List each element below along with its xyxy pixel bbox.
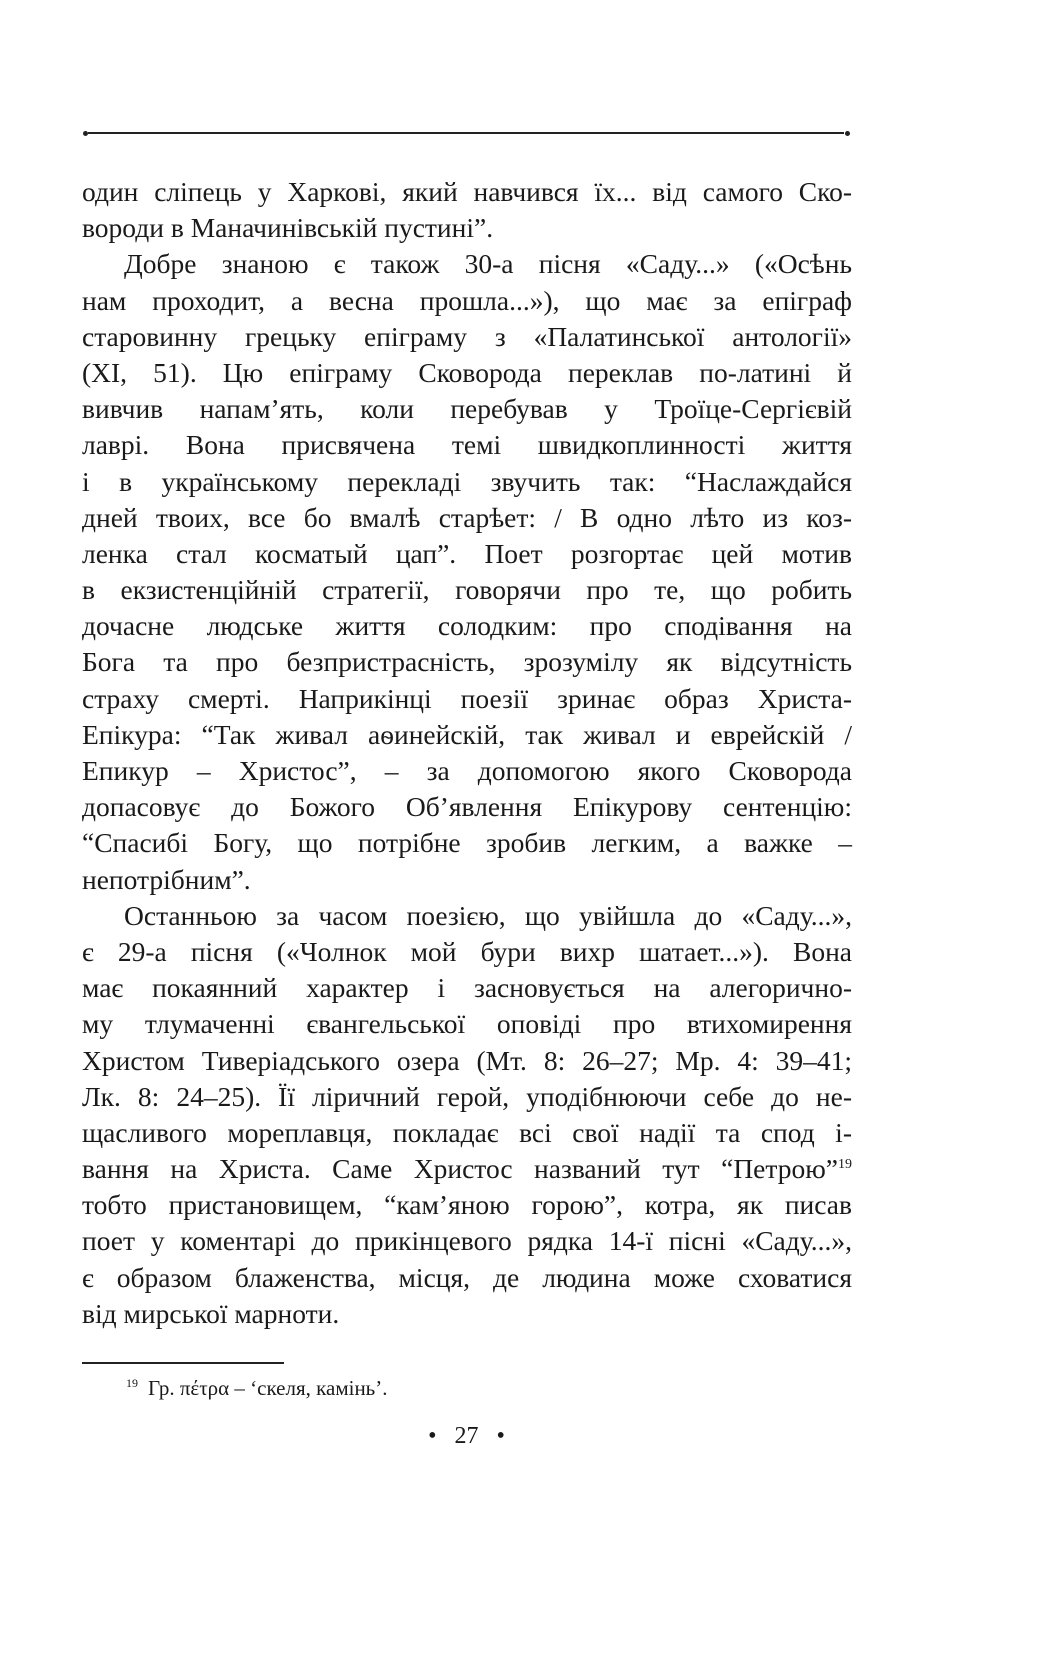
text-line <box>82 608 852 644</box>
text-line-content: старовинну грецьку епіграму з «Палатинської антології» <box>82 320 852 352</box>
text-line-content: Христом Тиверіадського озера (Мт. 8: 26–27; Мр. 4: 39–41; <box>82 1044 852 1076</box>
footnote-number: 19 <box>126 1376 138 1390</box>
page-bullet-right: • <box>496 1423 505 1449</box>
text-line <box>82 355 852 391</box>
text-line-content: поет у коментарі до прикінцевого рядка 14-ї пісні «Саду...», <box>82 1225 852 1257</box>
text-line <box>82 1296 852 1332</box>
text-line <box>82 1006 852 1042</box>
text-line <box>82 1043 852 1079</box>
text-line <box>82 174 852 210</box>
text-line <box>82 246 852 282</box>
text-line <box>82 572 852 608</box>
text-line-content: лаврі. Вона присвячена темі швидкоплинності життя <box>82 429 852 461</box>
header-rule-dot-right <box>845 131 850 136</box>
body-text <box>82 174 852 1332</box>
page-number <box>0 1423 933 1450</box>
text-line-content: вання на Христа. Саме Христос названий тут “Петрою” <box>82 1153 838 1185</box>
text-line <box>82 1115 852 1151</box>
text-line-content: тобто пристановищем, “кам’яною горою”, котра, як писав <box>82 1189 852 1221</box>
text-line-content: нам проходит, а весна прошла...»), що має за епіграф <box>82 284 852 316</box>
text-line-content: (XI, 51). Цю епіграму Сковорода переклав по-латині й <box>82 356 852 388</box>
text-line <box>82 970 852 1006</box>
text-line <box>82 536 852 572</box>
text-line <box>82 319 852 355</box>
text-line-content: Бога та про безпристрасність, зрозумілу як відсутність <box>82 646 852 678</box>
footnote-ref: 19 <box>838 1156 852 1172</box>
text-line-content: дней твоих, все бо вмалѣ старѣет: / В одно лѣто из коз- <box>82 501 852 533</box>
text-line-content: Останньою за часом поезією, що увійшла до «Саду...», <box>124 899 852 931</box>
text-line <box>82 210 852 246</box>
text-line <box>82 681 852 717</box>
text-line-content: Епикур – Христос”, – за допомогою якого Сковорода <box>82 755 852 786</box>
text-line <box>82 717 852 753</box>
text-line <box>82 1151 852 1187</box>
text-line-content: і в українському перекладі звучить так: “Наслаждайся <box>82 465 852 497</box>
text-line-content: ленка стал косматый цап”. Поет розгортає цей мотив <box>82 537 852 569</box>
text-line-content: в екзистенційній стратегії, говорячи про те, що робить <box>82 574 852 606</box>
text-line <box>82 1223 852 1259</box>
footnote-rule <box>82 1362 284 1364</box>
text-line <box>82 898 852 934</box>
page-number-value: 27 <box>454 1423 479 1449</box>
text-line-content: страху смерті. Наприкінці поезії зринає образ Христа- <box>82 682 852 714</box>
text-line-content: “Спасибі Богу, що потрібне зробив легким, а важке – <box>82 827 852 859</box>
text-line <box>82 283 852 319</box>
text-line-content: щасливого мореплавця, покладає всі свої надії та спод і- <box>82 1116 852 1148</box>
text-line <box>82 391 852 427</box>
text-line <box>82 1187 852 1223</box>
text-line-content: му тлумаченні євангельської оповіді про втихомирення <box>82 1008 852 1040</box>
text-line <box>82 427 852 463</box>
text-line-content: вороди в Маначинівській пустині”. <box>82 212 494 244</box>
footnote <box>126 1376 388 1401</box>
text-line <box>82 825 852 861</box>
text-line-content: непотрібним”. <box>82 863 251 895</box>
text-line-content: Лк. 8: 24–25). Її ліричний герой, уподібнюючи себе до не- <box>82 1080 852 1112</box>
header-rule <box>88 132 844 134</box>
footnote-text: Гр. πέτρα – ‘скеля, камінь’. <box>148 1376 388 1400</box>
page-bullet-left: • <box>428 1423 437 1449</box>
text-line <box>82 500 852 536</box>
text-line-content: від мирської марноти. <box>82 1297 340 1329</box>
text-line <box>82 753 852 789</box>
text-line <box>82 934 852 970</box>
text-line <box>82 1260 852 1296</box>
text-line <box>82 789 852 825</box>
text-line-content: один сліпець у Харкові, який навчився їх... від самого Ско- <box>82 176 852 207</box>
header-rule-dot-left <box>83 131 88 136</box>
text-line <box>82 464 852 500</box>
text-line-content: є образом блаженства, місця, де людина може сховатися <box>82 1261 852 1293</box>
text-line <box>82 644 852 680</box>
text-line <box>82 1079 852 1115</box>
text-line-content: дочасне людське життя солодким: про сподівання на <box>82 610 852 642</box>
text-line <box>82 862 852 898</box>
text-line-content: допасовує до Божого Об’явлення Епікурову сентенцію: <box>82 791 852 823</box>
text-line-content: є 29-а пісня («Чолнок мой бури вихр шатает...»). Вона <box>82 935 852 967</box>
text-line-content: має покаянний характер і засновується на алегорично- <box>82 972 852 1004</box>
text-line-content: Епікура: “Так живал аѳинейскій, так живал и еврейскій / <box>82 718 852 750</box>
text-line-content: Добре знаною є також 30-а пісня «Саду...» («Осѣнь <box>124 248 852 280</box>
text-line-content: вивчив напам’ять, коли перебував у Троїце-Сергієвій <box>82 393 852 425</box>
